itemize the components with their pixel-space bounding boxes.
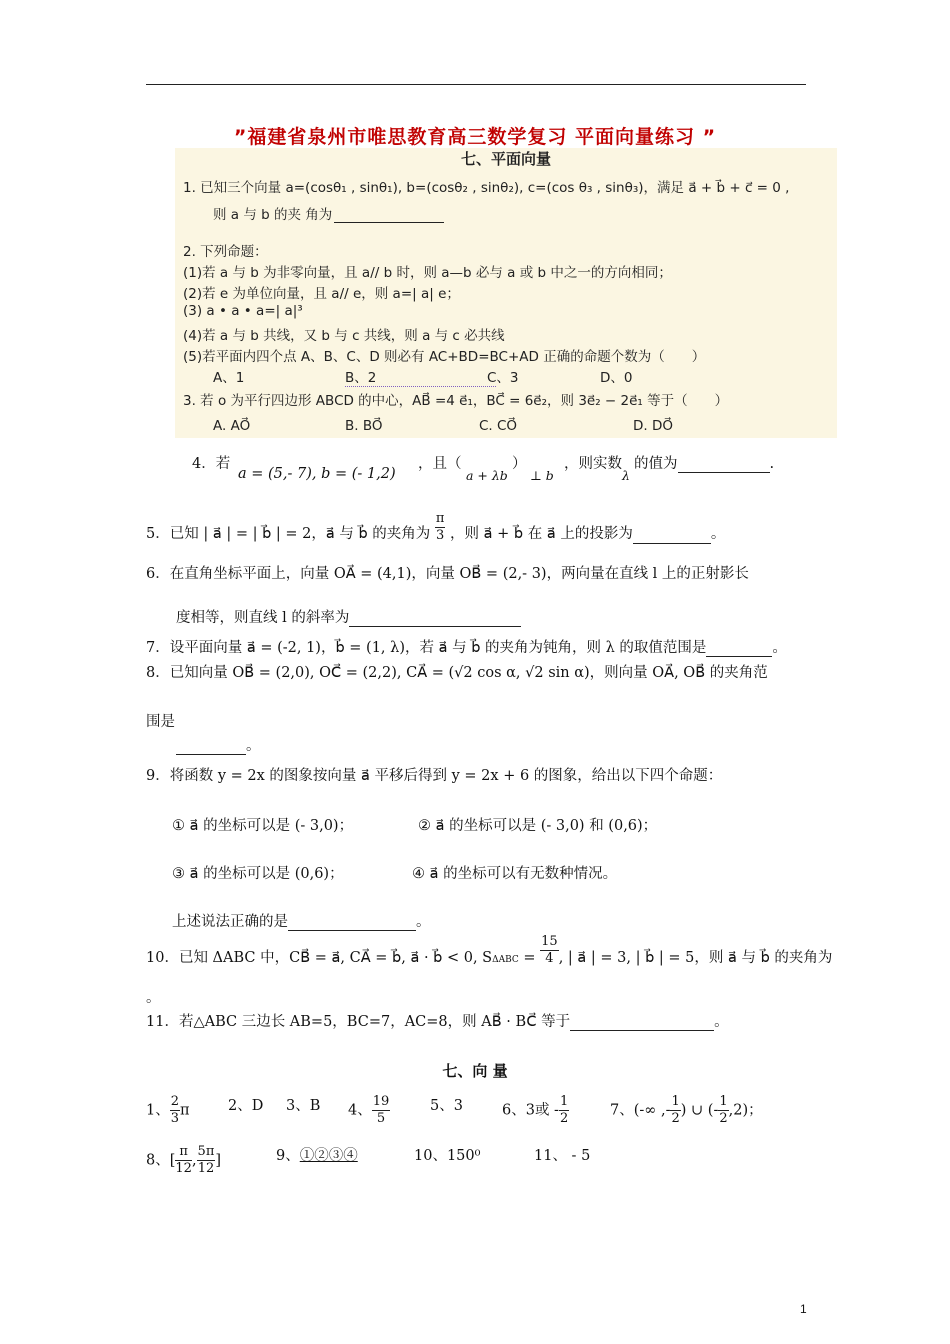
q7-line: 7．设平面向量 a⃗ = (-2, 1)，b⃗ = (1, λ)，若 a⃗ 与 b⃗ 的夹角为钝角，则 λ 的取值范围是 。: [146, 640, 787, 656]
q2-option-a: A、1: [213, 370, 245, 386]
q4-prefix: 4．若: [192, 456, 231, 472]
q3-option-b: B. BO⃗: [345, 418, 383, 434]
q4-perp: ⊥ b: [530, 468, 554, 483]
answer-3: 3、B: [286, 1098, 321, 1114]
q4-vectors: a = (5,- 7), b = (- 1,2): [238, 466, 396, 482]
q1-text: 则 a 与 b 的夹 角为: [213, 207, 333, 223]
answer-11: 11、 - 5: [534, 1148, 591, 1164]
q6-answer-blank: [349, 612, 521, 627]
q4-and: ，且（: [418, 456, 462, 472]
answer-2: 2、D: [228, 1098, 264, 1114]
answer-8: 8、[ $\frac{\pi}{12}$ , $\frac{5\pi}{12}$ ]: [146, 1144, 222, 1176]
q9-item1: ① a⃗ 的坐标可以是 (- 3,0)；: [172, 818, 354, 834]
q10-line: 10．已知 ΔABC 中，CB⃗ = a⃗, CA⃗ = b⃗, a⃗ · b⃗ < 0, SΔABC = $\frac{15}{4}$ , | a⃗ | = 3, | b⃗ | = 5，则 a⃗ 与 b⃗ 的夹角为: [146, 933, 833, 966]
q9-conclusion: 上述说法正确的是 。: [172, 914, 431, 930]
q9-answer-blank: [288, 916, 416, 931]
q4-lambda: λ: [622, 468, 630, 483]
q3-option-d: D. DO⃗: [633, 418, 673, 434]
header-rule: [146, 84, 806, 85]
q2-item5: (5)若平面内四个点 A、B、C、D 则必有 AC+BD=BC+AD 正确的命题个数为（ ）: [183, 349, 706, 365]
q5-answer-blank: [633, 529, 711, 544]
answer-7: 7、(-∞ ,- $\frac{1}{2}$ ) ∪ (- $\frac{1}{2}$ ,2)；: [610, 1094, 763, 1126]
q11-line: 11．若△ABC 三边长 AB=5，BC=7，AC=8，则 AB⃗ · BC⃗ 等于 。: [146, 1014, 729, 1030]
q9-line: 9．将函数 y = 2x 的图象按向量 a⃗ 平移后得到 y = 2x + 6 的图象，给出以下四个命题：: [146, 768, 723, 784]
q3-option-a: A. AO⃗: [213, 418, 251, 434]
q8-line3: 。: [176, 734, 261, 755]
q8-answer-blank: [176, 740, 246, 755]
q8-line1: 8．已知向量 OB⃗ = (2,0), OC⃗ = (2,2), CA⃗ = (√2 cos α, √2 sin α)，则向量 OA⃗, OB⃗ 的夹角范: [146, 665, 768, 681]
q4-real: ，则实数: [564, 456, 622, 472]
q4-answer-blank: [678, 458, 770, 473]
q4-expr: a + λb: [466, 468, 508, 483]
answer-4: 4、 $\frac{19}{5}$: [348, 1094, 390, 1126]
q8-line2: 围是: [146, 714, 175, 730]
q2-item1: (1)若 a 与 b 为非零向量，且 a// b 时，则 a—b 必与 a 或 b 中之一的方向相同；: [183, 265, 672, 281]
q1-line1: 1. 已知三个向量 a=(cosθ₁ , sinθ₁), b=(cosθ₂ , sinθ₂), c=(cos θ₃ , sinθ₃)，满足 a⃗ + b⃗ + c⃗ = 0 ,: [183, 180, 790, 196]
q10-fraction: $\frac{15}{4}$: [541, 933, 558, 966]
q10-end: 。: [146, 990, 161, 1006]
q9-item3: ③ a⃗ 的坐标可以是 (0,6)；: [172, 866, 344, 882]
q6-line1: 6．在直角坐标平面上，向量 OA⃗ = (4,1)，向量 OB⃗ = (2,- 3)，两向量在直线 l 上的正射影长: [146, 566, 749, 582]
answer-9: 9、①②③④: [276, 1148, 358, 1164]
q2-line: 2. 下列命题：: [183, 244, 268, 260]
q5-line: 5．已知 | a⃗ | = | b⃗ | = 2，a⃗ 与 b⃗ 的夹角为 $\frac{\pi}{3}$ ，则 a⃗ + b⃗ 在 a⃗ 上的投影为 。: [146, 510, 726, 543]
answer-5: 5、3: [430, 1098, 463, 1114]
q2-option-b: B、2: [345, 366, 496, 387]
q3-option-c: C. CO⃗: [479, 418, 518, 434]
q2-item4: (4)若 a 与 b 共线，又 b 与 c 共线，则 a 与 c 必共线: [183, 328, 505, 344]
q2-item2: (2)若 e 为单位向量，且 a// e，则 a=| a| e；: [183, 286, 460, 302]
q1-line2: [213, 203, 444, 223]
document-title: ”福建省泉州市唯思教育高三数学复习 平面向量练习 ”: [233, 126, 717, 148]
answers-heading: 七、向 量: [442, 1062, 508, 1080]
answer-1: 1、 $\frac{2}{3}$ π: [146, 1094, 190, 1126]
q11-answer-blank: [570, 1016, 714, 1031]
scanned-problem-block: [175, 148, 837, 438]
q9-item2: ② a⃗ 的坐标可以是 (- 3,0) 和 (0,6)；: [418, 818, 658, 834]
q2-option-c: C、3: [487, 370, 519, 386]
page-number: 1: [800, 1302, 807, 1316]
q7-answer-blank: [706, 642, 772, 657]
q3-line: 3. 若 o 为平行四边形 ABCD 的中心，AB⃗ =4 e⃗₁，BC⃗ = 6e⃗₂，则 3e⃗₂ − 2e⃗₁ 等于（ ）: [183, 393, 729, 409]
q6-line2: 度相等，则直线 l 的斜率为: [176, 606, 521, 627]
answer-6: 6、3或 - $\frac{1}{2}$: [502, 1094, 569, 1126]
scan-heading: 七、平面向量: [460, 150, 551, 168]
answer-10: 10、150⁰: [414, 1148, 481, 1164]
q1-answer-blank: [334, 208, 444, 223]
q9-item4: ④ a⃗ 的坐标可以有无数种情况。: [412, 866, 618, 882]
q5-fraction: $\frac{\pi}{3}$: [435, 510, 445, 543]
q2-option-d: D、0: [600, 370, 633, 386]
q2-item3: (3) a • a • a=| a|³: [183, 303, 303, 319]
q4-close: ）: [512, 456, 527, 472]
q4-value: 的值为 .: [634, 456, 775, 472]
